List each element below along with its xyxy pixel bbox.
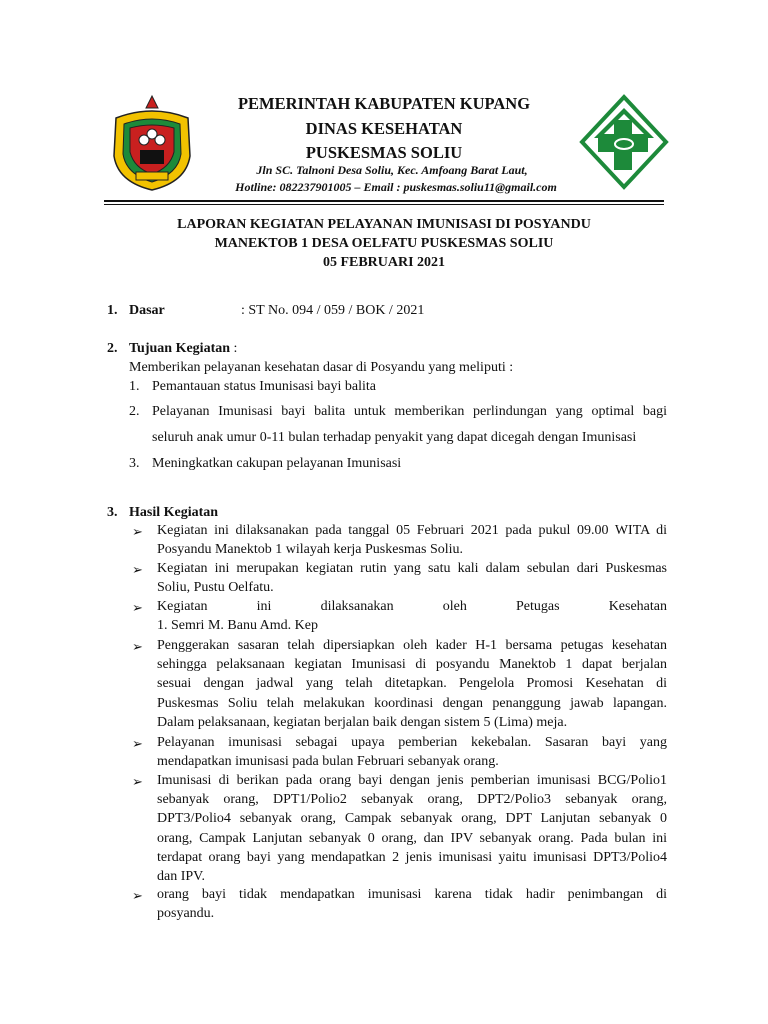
report-title-line2: MANEKTOB 1 DESA OELFATU PUSKESMAS SOLIU xyxy=(214,236,554,251)
result-line: posyandu. xyxy=(157,906,215,922)
section-3-heading: Hasil Kegiatan xyxy=(129,505,219,520)
result-line: Penggerakan sasaran telah dipersiapkan oleh kader H-1 bersama petugas kesehatan xyxy=(157,638,667,653)
objective-number: 1. xyxy=(129,379,140,394)
section-2-intro: Memberikan pelayanan kesehatan dasar di Posyandu yang meliputi : xyxy=(129,360,514,375)
result-line: Soliu, Pustu Oelfatu. xyxy=(157,580,274,596)
objective-number: 2. xyxy=(129,404,140,419)
section-2-heading-wrap xyxy=(129,341,237,357)
result-line: Posyandu Manektob 1 wilayah kerja Puskesmas Soliu. xyxy=(157,542,464,558)
section-1-heading: Dasar xyxy=(129,303,165,318)
objective-number: 3. xyxy=(129,456,140,471)
section-2-number: 2. xyxy=(107,341,118,356)
arrow-bullet-icon: ➢ xyxy=(132,774,143,789)
result-line: Kegiatan ini dilaksanakan pada tanggal 05 Februari 2021 pada pukul 09.00 WITA di xyxy=(157,523,667,538)
objective-line: Pemantauan status Imunisasi bayi balita xyxy=(152,379,376,394)
result-line: Puskesmas Soliu telah melakukan koordinasi dengan penanggung jawab lapangan. xyxy=(157,695,667,711)
section-2-heading: Tujuan Kegiatan xyxy=(129,341,231,356)
arrow-bullet-icon: ➢ xyxy=(132,736,143,751)
result-line: Kegiatan ini merupakan kegiatan rutin yang satu kali dalam sebulan dari Puskesmas xyxy=(157,561,667,576)
objective-line: Meningkatkan cakupan pelayanan Imunisasi xyxy=(152,456,402,471)
arrow-bullet-icon: ➢ xyxy=(132,524,143,539)
result-line: orang bayi tidak mendapatkan imunisasi karena tidak hadir penimbangan di xyxy=(157,887,667,902)
result-line: Kegiatan ini dilaksanakan oleh Petugas Kesehatan xyxy=(157,599,667,614)
section-2-colon: : xyxy=(230,341,238,356)
letterhead-divider-thin xyxy=(104,204,664,205)
section-1-value: : ST No. 094 / 059 / BOK / 2021 xyxy=(241,303,425,318)
result-line: DPT3/Polio4 sebanyak orang, Campak sebanyak orang, DPT Lanjutan sebanyak 0 xyxy=(157,811,667,827)
letterhead-government: PEMERINTAH KABUPATEN KUPANG xyxy=(237,94,531,113)
result-line: sebanyak orang, DPT1/Polio2 sebanyak orang, DPT2/Polio3 sebanyak orang, xyxy=(157,792,667,808)
result-line: Dalam pelaksanaan, kegiatan berjalan baik dengan sistem 5 (Lima) meja. xyxy=(157,714,568,730)
result-line: sehingga pelaksanaan kegiatan Imunisasi di posyandu Manektob 1 dapat berjalan xyxy=(157,657,667,673)
result-line: Pelayanan imunisasi sebagai upaya pemberian kekebalan. Sasaran bayi yang xyxy=(157,735,667,750)
section-3-number: 3. xyxy=(107,505,118,520)
result-line: terdapat orang bayi yang mendapatkan 2 jenis imunisasi yaitu imunisasi DPT3/Polio4 xyxy=(157,849,667,865)
arrow-bullet-icon: ➢ xyxy=(132,600,143,615)
letterhead-agency: DINAS KESEHATAN xyxy=(305,119,463,138)
section-1-number: 1. xyxy=(107,303,118,318)
result-line: 1. Semri M. Banu Amd. Kep xyxy=(157,618,318,634)
result-line: orang, Campak Lanjutan sebanyak 0 orang, dan IPV sebanyak orang. Pada bulan ini xyxy=(157,830,667,846)
result-line: dan IPV. xyxy=(157,869,205,884)
letterhead-unit: PUSKESMAS SOLIU xyxy=(305,143,463,162)
result-line: mendapatkan imunisasi pada bulan Februari sebanyak orang. xyxy=(157,754,499,770)
arrow-bullet-icon: ➢ xyxy=(132,639,143,654)
objective-line: Pelayanan Imunisasi bayi balita untuk memberikan perlindungan yang optimal bagi xyxy=(152,404,667,419)
result-line: sesuai dengan jadwal yang telah ditetapkan. Pengelola Promosi Kesehatan di xyxy=(157,676,667,692)
letterhead-address: Jln SC. Talnoni Desa Soliu, Kec. Amfoang Barat Laut, xyxy=(256,163,528,177)
objective-line: seluruh anak umur 0-11 bulan terhadap penyakit yang dapat dicegah dengan Imunisasi xyxy=(152,430,637,445)
letterhead-divider xyxy=(104,200,664,202)
arrow-bullet-icon: ➢ xyxy=(132,888,143,903)
result-line: Imunisasi di berikan pada orang bayi dengan jenis pemberian imunisasi BCG/Polio1 xyxy=(157,773,667,788)
letterhead-contact: Hotline: 082237901005 – Email : puskesmas.soliu11@gmail.com xyxy=(235,180,557,194)
report-title-date: 05 FEBRUARI 2021 xyxy=(322,255,446,270)
report-title-line1: LAPORAN KEGIATAN PELAYANAN IMUNISASI DI POSYANDU xyxy=(177,217,591,232)
arrow-bullet-icon: ➢ xyxy=(132,562,143,577)
